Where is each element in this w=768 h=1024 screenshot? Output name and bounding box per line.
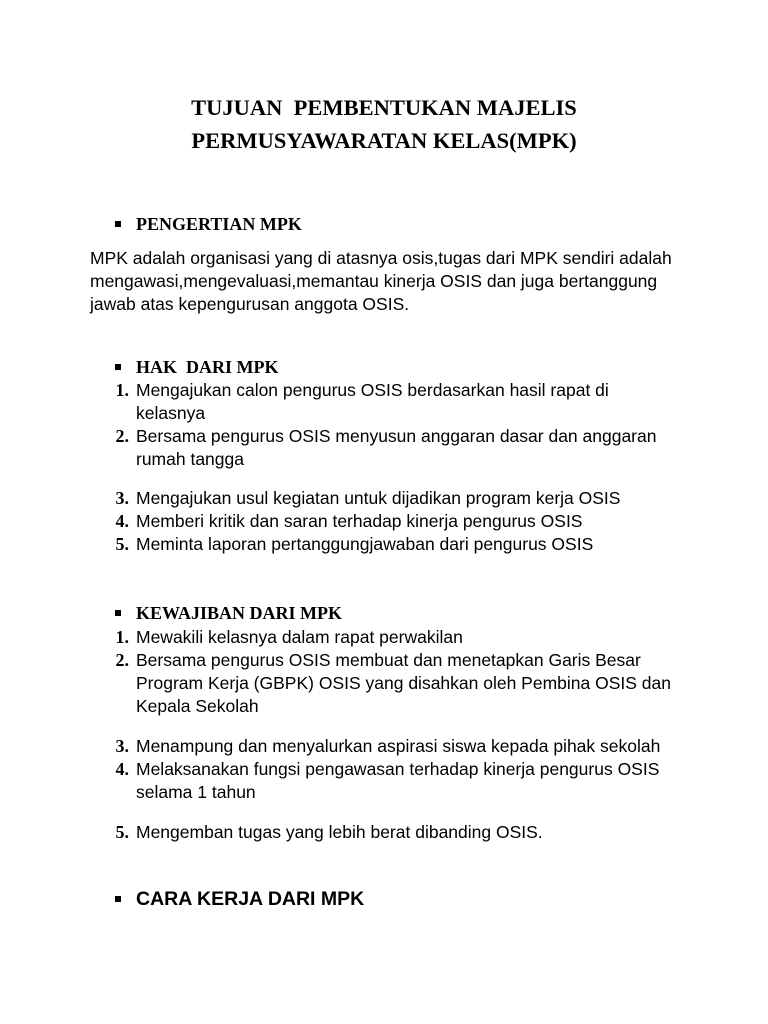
list-item-number: 3.: [115, 488, 129, 508]
document-title-line-1: TUJUAN PEMBENTUKAN MAJELIS: [191, 95, 577, 120]
section-heading-cara-kerja: CARA KERJA DARI MPK: [136, 888, 365, 910]
paragraph-line: mengawasi,mengevaluasi,memantau kinerja OSIS dan juga bertanggung: [90, 271, 658, 291]
list-item-text: kelasnya: [136, 403, 206, 423]
list-item-text: Mengemban tugas yang lebih berat dibanding OSIS.: [136, 822, 543, 842]
list-item-number: 5.: [115, 822, 129, 842]
section-heading-hak: HAK DARI MPK: [136, 357, 279, 377]
list-item-number: 5.: [115, 534, 129, 554]
list-item-number: 4.: [115, 511, 129, 531]
list-item-number: 2.: [115, 650, 129, 670]
list-item-text: selama 1 tahun: [136, 782, 256, 802]
section-heading-kewajiban: KEWAJIBAN DARI MPK: [136, 603, 343, 623]
list-item-text: Melaksanakan fungsi pengawasan terhadap kinerja pengurus OSIS: [136, 759, 660, 779]
paragraph-line: jawab atas kepengurusan anggota OSIS.: [90, 294, 410, 314]
square-bullet-icon: [115, 896, 121, 902]
list-item-text: Mengajukan calon pengurus OSIS berdasarkan hasil rapat di: [136, 380, 609, 400]
list-item-number: 2.: [115, 426, 129, 446]
list-item-text: Meminta laporan pertanggungjawaban dari pengurus OSIS: [136, 534, 594, 554]
list-item-text: Mengajukan usul kegiatan untuk dijadikan program kerja OSIS: [136, 488, 621, 508]
list-item-number: 4.: [115, 759, 129, 779]
paragraph-line: MPK adalah organisasi yang di atasnya osis,tugas dari MPK sendiri adalah: [90, 248, 672, 268]
list-item-text: rumah tangga: [136, 449, 244, 469]
list-item-text: Bersama pengurus OSIS membuat dan menetapkan Garis Besar: [136, 650, 641, 670]
list-item-number: 1.: [115, 380, 129, 400]
list-item-number: 1.: [115, 627, 129, 647]
list-item-text: Program Kerja (GBPK) OSIS yang disahkan oleh Pembina OSIS dan: [136, 673, 671, 693]
section-heading-pengertian: PENGERTIAN MPK: [136, 214, 302, 234]
list-item-text: Memberi kritik dan saran terhadap kinerja pengurus OSIS: [136, 511, 583, 531]
list-item-text: Kepala Sekolah: [136, 696, 259, 716]
list-item-text: Menampung dan menyalurkan aspirasi siswa kepada pihak sekolah: [136, 736, 661, 756]
list-item-number: 3.: [115, 736, 129, 756]
document-title-line-2: PERMUSYAWARATAN KELAS(MPK): [191, 128, 577, 153]
list-item-text: Bersama pengurus OSIS menyusun anggaran dasar dan anggaran: [136, 426, 657, 446]
list-item-text: Mewakili kelasnya dalam rapat perwakilan: [136, 627, 463, 647]
